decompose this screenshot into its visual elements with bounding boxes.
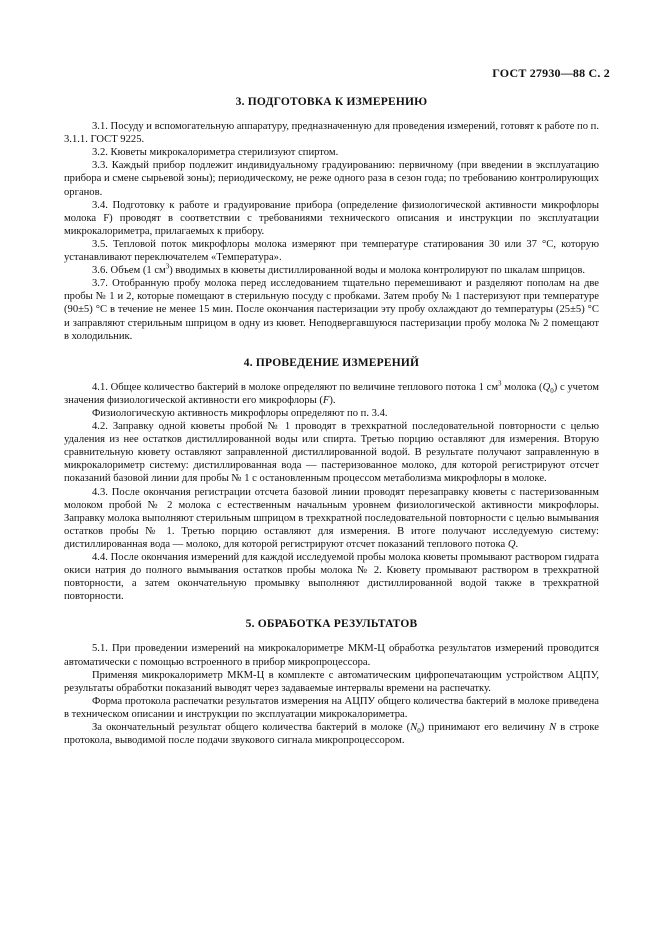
section-5-title: 5. ОБРАБОТКА РЕЗУЛЬТАТОВ bbox=[245, 618, 418, 631]
paragraph-4-4: 4.4. После окончания измерений для каждой исследуемой пробы молока кюветы промывают раствором гидрата окиси натрия до полного вымывания остатков пробы молока № 2. Кювету промывают раствором в трехкратной повторности, а затем окончательную промывку выполняют дистиллированной водой также в трехкратной повторности. bbox=[64, 552, 599, 603]
paragraph-5-2: Применяя микрокалориметр МКМ-Ц в комплекте с автоматическим цифропечатающим устройством АЦПУ, результаты обработки показаний выводят через задаваемые интервалы времени на распечатку. bbox=[64, 669, 599, 694]
section-4-title: 4. ПРОВЕДЕНИЕ ИЗМЕРЕНИЙ bbox=[243, 356, 420, 369]
paragraph-5-4: За окончательный результат общего количества бактерий в молоке $(N_0)$ принимают его величину N в строке протокола, выводимой после подачи звукового сигнала микропроцессором. bbox=[64, 722, 599, 747]
paragraph-4-3: 4.3. После окончания регистрации отсчета базовой линии проводят перезаправку кюветы с пастеризованным молоком пробой № 2 молока с естественным начальным уровнем физиологической активности микрофлоры. Заправку молока выполняют стерильным шприцом в трехкратной последовательной повторности с целью вымывания остатков пробы № 1. Третью порцию оставляют для измерения. В итоге получают исследуемую систему: дистиллированная вода — молоко, для которой регистрируют отсчет показаний теплового потока Q. bbox=[64, 486, 599, 550]
paragraph-3-1: 3.1. Посуду и вспомогательную аппаратуру, предназначенную для проведения измерений, готовят к работе по п. 3.1.1. ГОСТ 9225. bbox=[64, 121, 599, 146]
section-spacer bbox=[64, 603, 599, 618]
paragraph-3-3: 3.3. Каждый прибор подлежит индивидуальному градуированию: первичному (при введении в эксплуатацию прибора и смене сырьевой зоны); периодическому, не реже одного раза в сезон года; по требованию контролирующих органов. bbox=[64, 160, 599, 198]
section-3-title: 3. ПОДГОТОВКА К ИЗМЕРЕНИЮ bbox=[235, 96, 428, 108]
page-header: ГОСТ 27930—88 С. 2 bbox=[492, 66, 610, 80]
paragraph-3-4: 3.4. Подготовку к работе и градуирование прибора (определение физиологической активности микрофлоры молока F) проводят в соответствии с требованиями технического описания и инструкции по эксплуатации микрокалориметра, прилагаемых к прибору. bbox=[64, 199, 599, 237]
paragraph-3-7: 3.7. Отобранную пробу молока перед исследованием тщательно перемешивают и разделяют пополам на две пробы № 1 и 2, которые помещают в стерильную посуду с пробками. Затем пробу № 1 пастеризуют при температуре (90±5) °С в течение не менее 15 мин. После окончания пастеризации эту пробу охлаждают до температуры (25±5) °С и заправляют стерильным шприцом в одну из кювет. Неподвергавшуюся пастеризации пробу молока № 2 помещают в холодильник. bbox=[64, 278, 599, 342]
paragraph-3-5: 3.5. Тепловой поток микрофлоры молока измеряют при температуре статирования 30 или 37 °С, которую устанавливают переключателем «Температура». bbox=[64, 238, 599, 264]
section-spacer bbox=[64, 343, 599, 357]
paragraph-4-1-note: Физиологическую активность микрофлоры определяют по п. 3.4. bbox=[92, 407, 388, 419]
paragraph-3-2: 3.2. Кюветы микрокалориметра стерилизуют спиртом. bbox=[92, 147, 339, 159]
document-body bbox=[64, 96, 599, 747]
paragraph-5-3: Форма протокола распечатки результатов измерения на АЦПУ общего количества бактерий в молоке приведена в техническом описании и инструкции по эксплуатации микрокалориметра. bbox=[64, 695, 599, 720]
paragraph-4-1: 4.1. Общее количество бактерий в молоке определяют по величине теплового потока 1 $см^3$ молока $(Q_0)$ с учетом значения физиологической активности его микрофлоры (F). bbox=[64, 379, 599, 406]
paragraph-3-6: 3.6. Объем (1 $см^3$) вводимых в кюветы дистиллированной воды и молока контролируют по шкалам шприцов. bbox=[92, 262, 586, 277]
paragraph-4-2: 4.2. Заправку одной кюветы пробой № 1 проводят в трехкратной последовательной повторности с целью удаления из нее остатков дистиллированной воды или спирта. Третью порцию оставляют для измерения. Вторую сравнительную кювету оставляют заправленной дистиллированной водой. В результате получают заправленную в микрокалориметр систему: дистиллированная вода — пастеризованное молоко, для которой регистрируют отсчет показаний базовой линии для пробы № 1 с остановленным процессом метаболизма микрофлоры в молоке. bbox=[64, 421, 599, 485]
paragraph-5-1: 5.1. При проведении измерений на микрокалориметре МКМ-Ц обработка результатов измерений проводится автоматически с помощью встроенного в прибор микропроцессора. bbox=[64, 643, 599, 668]
